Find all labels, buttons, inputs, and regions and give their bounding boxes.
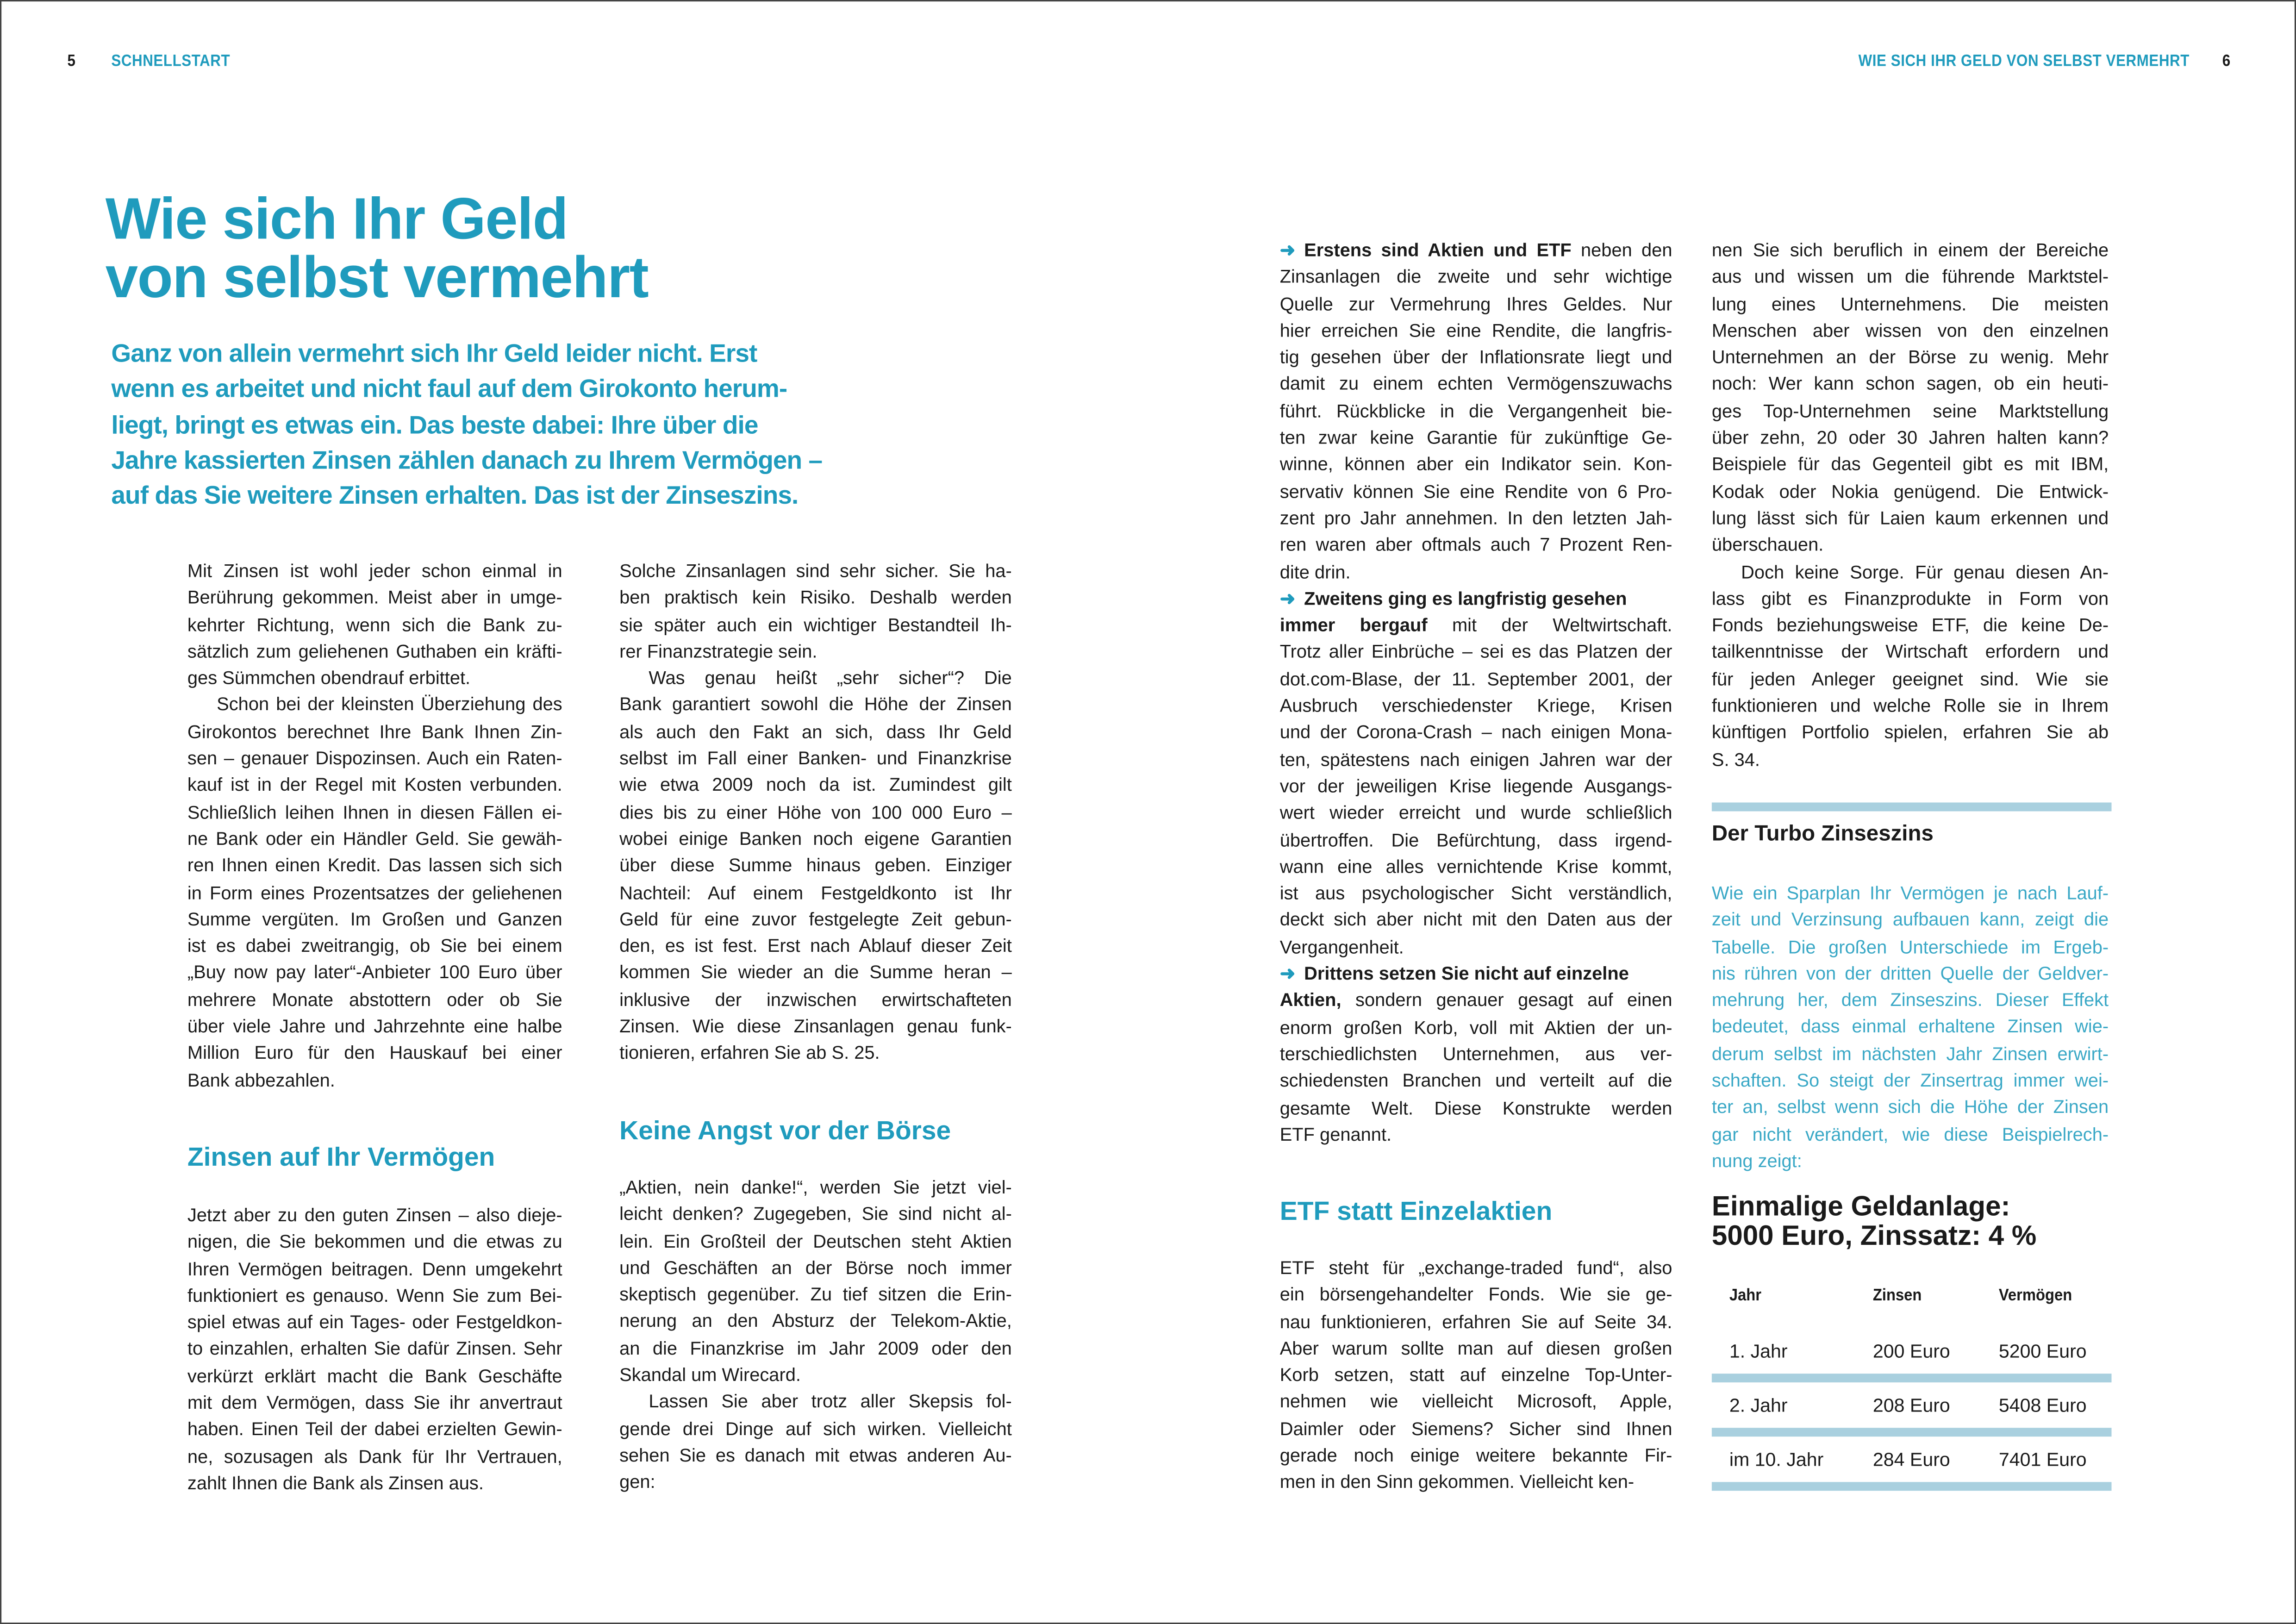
text-line: Nachteil: Auf einem Festgeldkonto ist Ihr	[619, 882, 1012, 903]
text-line: rer Finanzstrategie sein.	[619, 641, 817, 662]
text-line: Jetzt aber zu den guten Zinsen – also dieje-	[187, 1205, 562, 1226]
lead-line: auf das Sie weitere Zinsen erhalten. Das ist der Zinseszins.	[111, 481, 799, 510]
text-line: an die Finanzkrise im Jahr 2009 oder den	[619, 1338, 1012, 1359]
text-line	[1280, 237, 1672, 264]
text-line	[1280, 586, 1672, 612]
text-line: haben. Einen Teil der dabei erzielten Gewin-	[187, 1419, 562, 1440]
text-line: führt. Rückblicke in die Vergangenheit bie-	[1279, 401, 1672, 422]
text-line: ten, spätestens nach einigen Jahren war der	[1279, 749, 1672, 770]
text-line: kehrter Richtung, wenn sich die Bank zu-	[187, 614, 562, 635]
text-line: Trotz aller Einbrüche – sei es das Platzen der	[1279, 642, 1672, 663]
left-running-header: SCHNELLSTART	[111, 52, 231, 70]
text-line: nau funktionieren, erfahren Sie auf Seite 34.	[1279, 1312, 1672, 1332]
text-line: ne, sozusagen als Dank für Ihr Vertrauen,	[187, 1446, 562, 1467]
table-row-rule	[1712, 1374, 2112, 1382]
lead-line: Ganz von allein vermehrt sich Ihr Geld leider nicht. Erst	[111, 338, 757, 368]
text-line: sen – genauer Dispozinsen. Auch ein Raten-	[187, 748, 562, 769]
text-line: lass gibt es Finanzprodukte in Form von	[1711, 588, 2109, 609]
text-line: sehen Sie es danach mit etwas anderen Au-	[619, 1445, 1012, 1466]
text-line: Bank garantiert sowohl die Höhe der Zinsen	[619, 694, 1012, 716]
paragraph	[1280, 586, 1672, 961]
paragraph	[1712, 880, 2109, 1175]
section-heading-boerse: Keine Angst vor der Börse	[619, 1116, 951, 1145]
text-line: Ausbruch verschiedenster Kriege, Krisen	[1279, 695, 1672, 717]
paragraph	[619, 1389, 1012, 1496]
text-line: sie später auch ein wichtiger Bestandteil Ih-	[619, 614, 1012, 635]
text-line: Vergangenheit.	[1279, 937, 1404, 957]
text-line: winne, können aber ein Indikator sein. Kon-	[1279, 454, 1672, 475]
text-line: dot.com-Blase, der 11. September 2001, der	[1279, 668, 1672, 690]
text-line: to einzahlen, erhalten Sie dafür Zinsen. Sehr	[187, 1339, 562, 1360]
text-line: nen Sie sich beruflich in einem der Bereiche	[1711, 240, 2109, 261]
bold-lead-text: Drittens setzen Sie nicht auf einzelne	[1304, 963, 1629, 984]
paragraph	[1712, 559, 2109, 773]
box-text	[1712, 880, 2109, 1175]
text-line: Berührung gekommen. Meist aber in umge-	[187, 587, 562, 608]
text-line: über viele Jahre und Jahrzehnte eine halbe	[187, 1016, 562, 1037]
table-cell: 208 Euro	[1872, 1394, 1950, 1416]
text-line: über diese Summe hinaus geben. Einziger	[619, 856, 1012, 876]
text-line: inklusive der inzwischen erwirtschafteten	[619, 989, 1012, 1010]
text-line: Daimler oder Siemens? Sicher sind Ihnen	[1279, 1418, 1672, 1439]
text-line: „Buy now pay later“-Anbieter 100 Euro über	[187, 962, 562, 984]
text-line: wert wieder erreicht und wurde schließlich	[1279, 803, 1672, 824]
text-line: ren waren aber oftmals auch 7 Prozent Ren-	[1279, 535, 1672, 556]
text-line: ETF genannt.	[1279, 1124, 1392, 1145]
bold-lead-text: Aktien,	[1279, 990, 1341, 1011]
arrow-right-icon: ➜	[1279, 963, 1296, 984]
text-line: Unternehmen an der Börse zu wenig. Mehr	[1711, 347, 2109, 368]
text-line: mehrere Monate abstottern oder ob Sie	[187, 989, 562, 1010]
text-line: kommen Sie wieder an die Summe heran –	[619, 962, 1012, 984]
lead-line: wenn es arbeitet und nicht faul auf dem Girokonto herum-	[111, 374, 787, 403]
text-line: zeit und Verzinsung aufbauen kann, zeigt die	[1711, 910, 2109, 931]
text-line: zahlt Ihnen die Bank als Zinsen aus.	[187, 1473, 484, 1494]
text-line: Doch keine Sorge. Für genau diesen An-	[1741, 562, 2109, 582]
text-line: „Aktien, nein danke!“, werden Sie jetzt viel-	[619, 1177, 1012, 1198]
paragraph	[1280, 1255, 1672, 1496]
bold-lead-text: immer bergauf	[1279, 615, 1428, 636]
text-line: ETF steht für „exchange-traded fund“, also	[1279, 1258, 1672, 1279]
section-heading-zinsen: Zinsen auf Ihr Vermögen	[187, 1142, 495, 1172]
text-line: enorm großen Korb, voll mit Aktien der un-	[1279, 1017, 1672, 1038]
line-text: mit der Weltwirtschaft.	[1427, 615, 1672, 636]
text-line: nerung an den Absturz der Telekom-Aktie,	[619, 1311, 1012, 1332]
text-line: lung lässt sich für Laien kaum erkennen und	[1711, 508, 2109, 529]
text-line: Wie ein Sparplan Ihr Vermögen je nach Lauf-	[1711, 883, 2109, 904]
text-line: tig gesehen über der Inflationsrate liegt und	[1279, 347, 1672, 368]
text-line: dite drin.	[1279, 562, 1351, 582]
text-line: deckt sich aber nicht mit den Daten aus der	[1279, 910, 1672, 931]
text-line: gende drei Dinge auf sich wirken. Vielleicht	[619, 1418, 1012, 1439]
text-line: Million Euro für den Hauskauf bei einer	[187, 1043, 562, 1064]
lead-paragraph	[111, 335, 931, 513]
text-line: lein. Ein Großteil der Deutschen steht Aktien	[619, 1231, 1012, 1252]
table-cell: 200 Euro	[1872, 1340, 1950, 1362]
page-title	[105, 187, 649, 311]
right-running-header: WIE SICH IHR GELD VON SELBST VERMEHRT	[1858, 52, 2190, 70]
right-page-number: 6	[2221, 52, 2230, 70]
paragraph	[187, 558, 562, 692]
text-line: dies bis zu einer Höhe von 100 000 Euro –	[619, 802, 1012, 823]
text-line: lung eines Unternehmens. Die meisten	[1711, 294, 2109, 314]
paragraph	[619, 558, 1012, 665]
text-line: wobei einige Banken noch eigene Garantien	[619, 829, 1012, 849]
text-line: ben praktisch kein Risiko. Deshalb werden	[619, 587, 1012, 608]
column-2-text	[619, 558, 1012, 1067]
text-line: übertroffen. Die Befürchtung, dass irgend-	[1279, 830, 1672, 850]
text-line: servativ können Sie eine Rendite von 6 Pro-	[1279, 481, 1672, 502]
text-line: gar nicht verändert, wie diese Beispielrech-	[1711, 1124, 2109, 1145]
text-line: ter an, selbst wenn sich die Höhe der Zinsen	[1711, 1097, 2109, 1118]
text-line: ren Ihnen einen Kredit. Das lassen sich sich	[187, 856, 562, 876]
text-line: ein börsengehandelter Fonds. Wie sie ge-	[1279, 1285, 1672, 1305]
investment-heading	[1712, 1193, 2036, 1252]
text-line: wann eine alles vernichtende Krise kommt,	[1279, 856, 1672, 877]
text-line: als auch den Fakt an sich, dass Ihr Geld	[619, 721, 1012, 743]
text-line: bedeutet, dass einmal erhaltene Zinsen wie-	[1711, 1017, 2109, 1038]
text-line: Mit Zinsen ist wohl jeder schon einmal in	[187, 561, 562, 581]
text-line: schaften. So steigt der Zinsertrag immer wei-	[1711, 1070, 2109, 1091]
text-line: Geld für eine zuvor festgelegte Zeit gebun-	[619, 909, 1012, 930]
text-line: Quelle zur Vermehrung Ihres Geldes. Nur	[1279, 294, 1672, 314]
title-line: Wie sich Ihr Geld	[105, 187, 568, 252]
title-line: von selbst vermehrt	[105, 246, 649, 311]
section-heading-etf: ETF statt Einzelaktien	[1279, 1196, 1553, 1226]
table-cell: im 10. Jahr	[1729, 1448, 1824, 1470]
arrow-right-icon: ➜	[1279, 588, 1296, 609]
text-line: wie etwa 2009 noch da ist. Zumindest gilt	[619, 775, 1012, 796]
line-text: neben den	[1571, 240, 1672, 261]
text-line	[1280, 961, 1672, 987]
box-title: Der Turbo Zinseszins	[1711, 821, 1934, 847]
paragraph	[1712, 237, 2109, 559]
table-cell: 284 Euro	[1872, 1448, 1950, 1470]
text-line: derum selbst im nächsten Jahr Zinsen erwirt-	[1711, 1043, 2109, 1065]
table-cell: 7401 Euro	[1998, 1448, 2087, 1470]
line-text: sondern genauer gesagt auf einen	[1341, 990, 1672, 1011]
text-line: verkürzt erklärt macht die Bank Geschäfte	[187, 1366, 562, 1387]
text-line: über zehn, 20 oder 30 Jahren halten kann?	[1711, 427, 2109, 449]
text-line: Schon bei der kleinsten Überziehung des	[217, 694, 562, 716]
text-line: gerade noch einige weitere bekannte Fir-	[1279, 1445, 1672, 1466]
text-line: skeptisch gegenüber. Zu tief sitzen die Erin-	[619, 1284, 1012, 1305]
text-line: selbst im Fall einer Banken- und Finanzkrise	[619, 748, 1012, 769]
table-header-assets: Vermögen	[1998, 1287, 2072, 1305]
paragraph	[619, 1174, 1012, 1389]
text-line: Girokontos berechnet Ihre Bank Ihnen Zin-	[187, 721, 562, 743]
text-line: funktionieren und welche Rolle sie in Ihrem	[1711, 695, 2109, 717]
text-line: spiel etwas auf ein Tages- oder Festgeldkon-	[187, 1312, 562, 1333]
text-line: ten zwar keine Garantie für zukünftige Ge-	[1279, 427, 1672, 449]
text-line: Bank abbezahlen.	[187, 1070, 335, 1091]
text-line: und Geschäften an der Börse noch immer	[619, 1257, 1012, 1279]
text-line: Summe vergüten. Im Großen und Ganzen	[187, 909, 562, 930]
text-line: Zinsanlagen die zweite und sehr wichtige	[1279, 267, 1672, 287]
arrow-right-icon: ➜	[1279, 240, 1296, 261]
text-line: Was genau heißt „sehr sicher“? Die	[649, 668, 1012, 689]
column-1-text	[187, 558, 562, 1094]
lead-line: Jahre kassierten Zinsen zählen danach zu Ihrem Vermögen –	[111, 445, 823, 475]
text-line: zent pro Jahr annehmen. In den letzten Jah-	[1279, 508, 1672, 529]
text-line: aus und wissen um die führende Marktstel-	[1711, 267, 2109, 287]
box-top-rule	[1712, 802, 2112, 811]
table-cell: 5408 Euro	[1998, 1394, 2087, 1416]
text-line: Kodak oder Nokia genügend. Die Entwick-	[1711, 481, 2109, 502]
text-line: den, es ist fest. Erst nach Ablauf dieser Zeit	[619, 936, 1012, 957]
bold-lead-text: Zweitens ging es langfristig gesehen	[1304, 588, 1627, 609]
investment-line: Einmalige Geldanlage:	[1711, 1192, 2010, 1223]
table-header-year: Jahr	[1729, 1287, 1762, 1305]
text-line: Ihren Vermögen beitragen. Denn umgekehrt	[187, 1259, 562, 1280]
text-line: hier erreichen Sie eine Rendite, die langfris-	[1279, 320, 1672, 341]
text-line: schiedensten Branchen und verteilt auf die	[1279, 1071, 1672, 1092]
text-line: gen:	[619, 1472, 655, 1493]
text-line: mit dem Vermögen, dass Sie ihr anvertraut	[187, 1393, 562, 1413]
text-line: S. 34.	[1711, 749, 1760, 770]
text-line: mehrung her, dem Zinseszins. Dieser Effekt	[1711, 990, 2109, 1011]
table-cell: 5200 Euro	[1998, 1340, 2087, 1362]
table-header-interest: Zinsen	[1872, 1287, 1922, 1305]
text-line: Tabelle. Die großen Unterschiede im Ergeb-	[1711, 937, 2109, 957]
text-line: kauf ist in der Regel mit Kosten verbunden.	[187, 775, 562, 796]
text-line: nehmen wie vielleicht Microsoft, Apple,	[1279, 1392, 1672, 1412]
investment-line: 5000 Euro, Zinssatz: 4 %	[1711, 1221, 2037, 1252]
text-line: nigen, die Sie bekommen und die etwas zu	[187, 1232, 562, 1253]
text-line: damit zu einem echten Vermögenszuwachs	[1279, 374, 1672, 395]
paragraph	[187, 1202, 562, 1497]
text-line: ne Bank oder ein Händler Geld. Sie gewäh-	[187, 829, 562, 849]
text-line: ist es dabei zweitrangig, ob Sie bei einem	[187, 936, 562, 957]
table-cell: 1. Jahr	[1729, 1340, 1788, 1362]
left-page-number: 5	[67, 52, 76, 70]
text-line: Skandal um Wirecard.	[619, 1365, 801, 1386]
paragraph	[187, 692, 562, 1094]
text-line: überschauen.	[1711, 535, 1824, 556]
text-line: ist aus psychologischer Sicht verständlich,	[1279, 883, 1672, 904]
text-line: noch: Wer kann schon sagen, ob ein heuti-	[1711, 374, 2109, 395]
text-line: Beispiele für das Gegenteil gibt es mit IBM,	[1711, 454, 2109, 475]
text-line: Menschen aber wissen von den einzelnen	[1711, 320, 2109, 341]
text-line: terschiedlichsten Unternehmen, aus ver-	[1279, 1044, 1672, 1065]
column-3-text-b	[1280, 1255, 1672, 1496]
paragraph	[619, 665, 1012, 1067]
text-line: ges Sümmchen obendrauf erbittet.	[187, 668, 471, 689]
table-cell: 2. Jahr	[1729, 1394, 1788, 1416]
column-2-text-b	[619, 1174, 1012, 1496]
text-line: und der Corona-Crash – nach einigen Mona-	[1279, 722, 1672, 743]
text-line: tailkenntnisse der Wirtschaft erfordern und	[1711, 642, 2109, 663]
text-line: für jeden Anleger geeignet sind. Wie sie	[1711, 668, 2109, 690]
text-line: sätzlich zum geliehenen Guthaben ein kräfti-	[187, 641, 562, 662]
text-line: nis rühren von der dritten Quelle der Geldver-	[1711, 963, 2109, 984]
text-line: künftigen Portfolio spielen, erfahren Sie ab	[1711, 722, 2109, 743]
column-3-text	[1280, 237, 1672, 1148]
column-4-text	[1712, 237, 2109, 773]
paragraph	[1280, 961, 1672, 1148]
bold-lead-text: Erstens sind Aktien und ETF	[1304, 240, 1572, 261]
text-line: in Form eines Prozentsatzes der geliehenen	[187, 882, 562, 903]
text-line	[1280, 987, 1672, 1014]
text-line: Schließlich leihen Ihnen in diesen Fällen ei-	[187, 802, 562, 823]
text-line: nung zeigt:	[1711, 1151, 1802, 1172]
paragraph	[1280, 237, 1672, 585]
table-row-rule	[1712, 1482, 2112, 1491]
text-line: Korb setzen, statt auf einzelne Top-Unter-	[1279, 1365, 1672, 1386]
text-line: Lassen Sie aber trotz aller Skepsis fol-	[649, 1392, 1012, 1412]
text-line: vor der jeweiligen Krise liegende Ausgangs-	[1279, 776, 1672, 797]
text-line: tionieren, erfahren Sie ab S. 25.	[619, 1043, 880, 1064]
text-line: men in den Sinn gekommen. Vielleicht ken-	[1279, 1472, 1635, 1493]
text-line: Fonds beziehungsweise ETF, die keine De-	[1711, 615, 2109, 636]
text-line: ges Top-Unternehmen seine Marktstellung	[1711, 401, 2109, 422]
table-row-rule	[1712, 1428, 2112, 1437]
text-line: funktioniert es genauso. Wenn Sie zum Bei-	[187, 1286, 562, 1306]
column-1-text-b	[187, 1202, 562, 1497]
text-line: gesamte Welt. Diese Konstrukte werden	[1279, 1097, 1672, 1118]
lead-line: liegt, bringt es etwas ein. Das beste dabei: Ihre über die	[111, 409, 758, 439]
text-line: leicht denken? Zugegeben, Sie sind nicht al-	[619, 1204, 1012, 1225]
text-line: Zinsen. Wie diese Zinsanlagen genau funk-	[619, 1016, 1012, 1037]
text-line	[1280, 612, 1672, 639]
text-line: Aber warum sollte man auf diesen großen	[1279, 1338, 1672, 1359]
text-line: Solche Zinsanlagen sind sehr sicher. Sie ha-	[619, 561, 1012, 581]
